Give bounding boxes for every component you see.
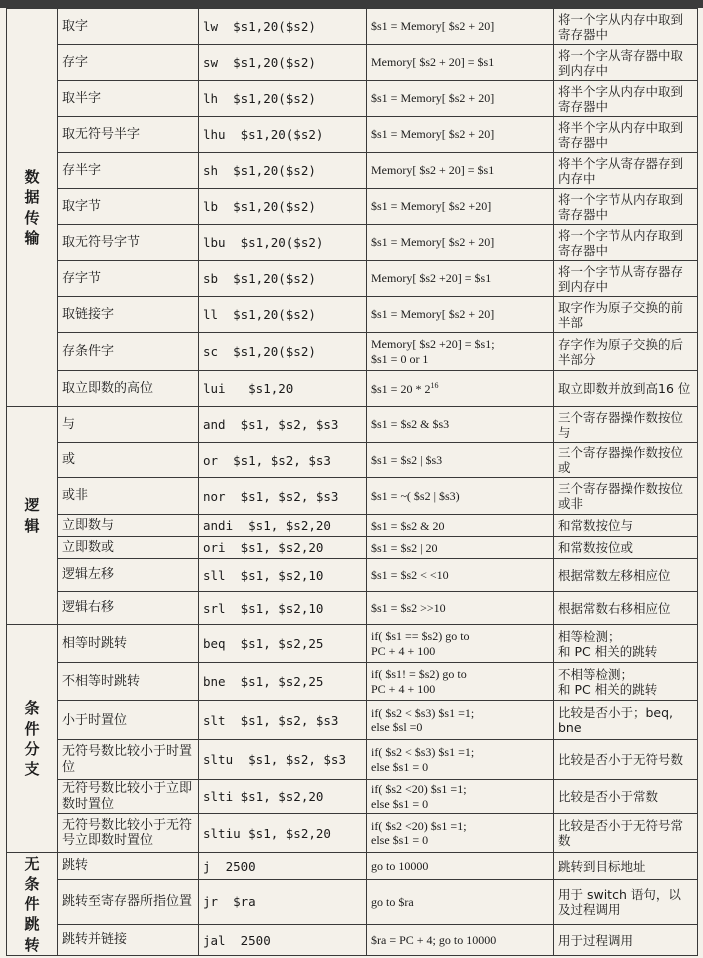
meaning-text: Memory[ $s2 +20] = $s1 bbox=[371, 271, 492, 286]
category-cell bbox=[7, 407, 58, 625]
category-label: 无条件跳转 bbox=[24, 854, 40, 954]
note-text: 根据常数左移相应位 bbox=[558, 567, 671, 583]
instruction-meaning bbox=[367, 297, 554, 333]
instruction-note bbox=[554, 663, 698, 701]
meaning-line bbox=[371, 127, 549, 141]
table-row bbox=[7, 333, 698, 371]
table-row bbox=[7, 780, 698, 814]
meaning-text: $s1 = ~( $s2 | $s3) bbox=[371, 489, 460, 504]
meaning-line bbox=[371, 235, 549, 249]
category-cell bbox=[7, 9, 58, 407]
instruction-note bbox=[554, 261, 698, 297]
meaning-line bbox=[371, 352, 549, 366]
instruction-note bbox=[554, 225, 698, 261]
instruction-note bbox=[554, 153, 698, 189]
instruction-meaning bbox=[367, 625, 554, 663]
meaning-line bbox=[371, 199, 549, 213]
instruction-note bbox=[554, 559, 698, 592]
instruction-example: slt $s1, $s2, $s3 bbox=[199, 701, 367, 740]
note-text: 用于过程调用 bbox=[558, 932, 634, 948]
note-text: 相等检测； 和 PC 相关的跳转 bbox=[558, 628, 658, 659]
meaning-line bbox=[371, 706, 549, 720]
instruction-meaning bbox=[367, 9, 554, 45]
instruction-name: 取半字 bbox=[58, 81, 199, 117]
instruction-note bbox=[554, 371, 698, 407]
note-text: 取字作为原子交换的前半部 bbox=[558, 299, 684, 330]
note-text: 将一个字从内存中取到寄存器中 bbox=[558, 11, 684, 42]
instruction-example: lb $s1,20($s2) bbox=[199, 189, 367, 225]
instruction-meaning bbox=[367, 333, 554, 371]
meaning-line bbox=[371, 629, 549, 643]
instruction-name: 相等时跳转 bbox=[58, 625, 199, 663]
instruction-example: nor $s1, $s2, $s3 bbox=[199, 478, 367, 515]
table-row bbox=[7, 297, 698, 333]
instruction-meaning bbox=[367, 879, 554, 925]
meaning-line bbox=[371, 667, 549, 681]
instruction-meaning bbox=[367, 478, 554, 515]
instruction-note bbox=[554, 45, 698, 81]
meaning-line bbox=[371, 782, 549, 796]
meaning-line bbox=[371, 417, 549, 431]
note-text: 将半个字从内存中取到寄存器中 bbox=[558, 83, 684, 114]
table-row bbox=[7, 625, 698, 663]
meaning-text: $s1 = 0 or 1 bbox=[371, 351, 429, 366]
instruction-meaning bbox=[367, 853, 554, 879]
meaning-text: $ra = PC + 4; go to 10000 bbox=[371, 932, 497, 947]
note-text: 三个寄存器操作数按位或 bbox=[558, 445, 684, 476]
instruction-note bbox=[554, 81, 698, 117]
mips-instruction-table bbox=[6, 8, 698, 956]
instruction-example: ori $s1, $s2,20 bbox=[199, 537, 367, 559]
meaning-line bbox=[371, 568, 549, 582]
note-text: 跳转到目标地址 bbox=[558, 858, 646, 874]
table-row bbox=[7, 407, 698, 443]
note-text: 比较是否小于常数 bbox=[558, 789, 659, 805]
instruction-meaning bbox=[367, 443, 554, 478]
meaning-text: if( $s1 == $s2) go to bbox=[371, 629, 470, 644]
table-row bbox=[7, 559, 698, 592]
category-cell bbox=[7, 853, 58, 956]
instruction-example: and $s1, $s2, $s3 bbox=[199, 407, 367, 443]
meaning-text: else $sl =0 bbox=[371, 720, 423, 735]
meaning-text: $s1 = Memory[ $s2 + 20] bbox=[371, 91, 495, 106]
meaning-text: go to 10000 bbox=[371, 858, 429, 873]
instruction-example: lui $s1,20 bbox=[199, 371, 367, 407]
table-row bbox=[7, 443, 698, 478]
instruction-example: beq $s1, $s2,25 bbox=[199, 625, 367, 663]
instruction-example: andi $s1, $s2,20 bbox=[199, 515, 367, 537]
note-text: 存字作为原子交换的后半部分 bbox=[558, 336, 684, 367]
instruction-name: 取链接字 bbox=[58, 297, 199, 333]
instruction-name: 立即数或 bbox=[58, 537, 199, 559]
meaning-line bbox=[371, 745, 549, 759]
table-row bbox=[7, 261, 698, 297]
instruction-example: jr $ra bbox=[199, 879, 367, 925]
meaning-line bbox=[371, 797, 549, 811]
meaning-text: Memory[ $s2 + 20] = $s1 bbox=[371, 163, 495, 178]
instruction-example: j 2500 bbox=[199, 853, 367, 879]
instruction-example: sw $s1,20($s2) bbox=[199, 45, 367, 81]
instruction-name: 跳转并链接 bbox=[58, 925, 199, 956]
meaning-text: if( $s2 <20) $s1 =1; bbox=[371, 818, 467, 833]
instruction-note bbox=[554, 925, 698, 956]
instruction-meaning bbox=[367, 117, 554, 153]
meaning-text: if( $s2 < $s3) $s1 =1; bbox=[371, 705, 475, 720]
instruction-example: sc $s1,20($s2) bbox=[199, 333, 367, 371]
header-band bbox=[0, 0, 703, 8]
table-row bbox=[7, 117, 698, 153]
instruction-name: 与 bbox=[58, 407, 199, 443]
table-row bbox=[7, 537, 698, 559]
meaning-line bbox=[371, 833, 549, 847]
meaning-text: $s1 = Memory[ $s2 + 20] bbox=[371, 235, 495, 250]
meaning-text: $s1 = Memory[ $s2 + 20] bbox=[371, 127, 495, 142]
instruction-name: 取无符号半字 bbox=[58, 117, 199, 153]
note-text: 将一个字节从寄存器存到内存中 bbox=[558, 263, 684, 294]
meaning-line bbox=[371, 819, 549, 833]
table-row bbox=[7, 478, 698, 515]
table-row bbox=[7, 371, 698, 407]
instruction-meaning bbox=[367, 592, 554, 625]
note-text: 将一个字节从内存取到寄存器中 bbox=[558, 191, 684, 222]
instruction-note bbox=[554, 701, 698, 740]
meaning-line bbox=[371, 19, 549, 33]
instruction-name: 取字节 bbox=[58, 189, 199, 225]
meaning-text: go to $ra bbox=[371, 894, 414, 909]
meaning-line bbox=[371, 271, 549, 285]
meaning-text: PC + 4 + 100 bbox=[371, 681, 436, 696]
table-row bbox=[7, 9, 698, 45]
meaning-text: $s1 = Memory[ $s2 + 20] bbox=[371, 307, 495, 322]
instruction-example: sltiu $s1, $s2,20 bbox=[199, 814, 367, 853]
note-text: 将半个字从寄存器存到内存中 bbox=[558, 155, 684, 186]
note-text: 和常数按位与 bbox=[558, 518, 634, 534]
meaning-line bbox=[371, 682, 549, 696]
instruction-meaning bbox=[367, 537, 554, 559]
instruction-example: sll $s1, $s2,10 bbox=[199, 559, 367, 592]
meaning-line bbox=[371, 91, 549, 105]
instruction-note bbox=[554, 333, 698, 371]
instruction-note bbox=[554, 537, 698, 559]
instruction-meaning bbox=[367, 225, 554, 261]
note-text: 将半个字从内存中取到寄存器中 bbox=[558, 119, 684, 150]
instruction-example: lbu $s1,20($s2) bbox=[199, 225, 367, 261]
instruction-note bbox=[554, 297, 698, 333]
instruction-meaning bbox=[367, 261, 554, 297]
category-label: 数据传输 bbox=[24, 168, 40, 247]
note-text: 将一个字从寄存器中取到内存中 bbox=[558, 47, 684, 78]
table-body bbox=[7, 9, 698, 956]
note-text: 根据常数右移相应位 bbox=[558, 600, 671, 616]
instruction-name: 无符号数比较小于立即数时置位 bbox=[58, 780, 199, 814]
meaning-text: $s1 = $s2 >>10 bbox=[371, 601, 446, 616]
meaning-text: $s1 = $s2 | $s3 bbox=[371, 453, 443, 467]
instruction-meaning bbox=[367, 780, 554, 814]
instruction-meaning bbox=[367, 740, 554, 780]
instruction-example: slti $s1, $s2,20 bbox=[199, 780, 367, 814]
instruction-example: jal 2500 bbox=[199, 925, 367, 956]
instruction-name: 逻辑左移 bbox=[58, 559, 199, 592]
meaning-text: Memory[ $s2 + 20] = $s1 bbox=[371, 55, 495, 70]
meaning-text: $s1 = $s2 & 20 bbox=[371, 518, 445, 533]
table-row bbox=[7, 663, 698, 701]
instruction-name: 或非 bbox=[58, 478, 199, 515]
instruction-example: ll $s1,20($s2) bbox=[199, 297, 367, 333]
meaning-superscript: 16 bbox=[430, 380, 439, 390]
instruction-name: 逻辑右移 bbox=[58, 592, 199, 625]
table-row bbox=[7, 189, 698, 225]
category-label: 逻辑 bbox=[24, 496, 40, 535]
instruction-example: lh $s1,20($s2) bbox=[199, 81, 367, 117]
meaning-text: $s1 = Memory[ $s2 +20] bbox=[371, 199, 492, 214]
instruction-example: sh $s1,20($s2) bbox=[199, 153, 367, 189]
instruction-meaning bbox=[367, 189, 554, 225]
instruction-example: bne $s1, $s2,25 bbox=[199, 663, 367, 701]
meaning-text: PC + 4 + 100 bbox=[371, 643, 436, 658]
instruction-name: 立即数与 bbox=[58, 515, 199, 537]
meaning-text: else $s1 = 0 bbox=[371, 833, 429, 848]
note-text: 将一个字节从内存取到寄存器中 bbox=[558, 227, 684, 258]
instruction-name: 取立即数的高位 bbox=[58, 371, 199, 407]
instruction-meaning bbox=[367, 515, 554, 537]
instruction-example: lhu $s1,20($s2) bbox=[199, 117, 367, 153]
table-row bbox=[7, 515, 698, 537]
instruction-example: sb $s1,20($s2) bbox=[199, 261, 367, 297]
table-row bbox=[7, 814, 698, 853]
instruction-meaning bbox=[367, 371, 554, 407]
instruction-name: 无符号数比较小于时置位 bbox=[58, 740, 199, 780]
note-text: 三个寄存器操作数按位或非 bbox=[558, 481, 684, 512]
instruction-example: lw $s1,20($s2) bbox=[199, 9, 367, 45]
meaning-line bbox=[371, 933, 549, 947]
instruction-name: 存字节 bbox=[58, 261, 199, 297]
instruction-name: 不相等时跳转 bbox=[58, 663, 199, 701]
instruction-note bbox=[554, 9, 698, 45]
note-text: 比较是否小于无符号常数 bbox=[558, 818, 684, 849]
instruction-note bbox=[554, 478, 698, 515]
meaning-line bbox=[371, 541, 549, 555]
instruction-name: 跳转至寄存器所指位置 bbox=[58, 879, 199, 925]
instruction-meaning bbox=[367, 701, 554, 740]
instruction-name: 存半字 bbox=[58, 153, 199, 189]
meaning-line bbox=[371, 895, 549, 909]
instruction-name: 或 bbox=[58, 443, 199, 478]
instruction-note bbox=[554, 740, 698, 780]
meaning-text: $s1 = 20 * 2 bbox=[371, 381, 431, 396]
instruction-meaning bbox=[367, 925, 554, 956]
meaning-line bbox=[371, 55, 549, 69]
meaning-line bbox=[371, 489, 549, 503]
instruction-name: 小于时置位 bbox=[58, 701, 199, 740]
meaning-line bbox=[371, 453, 549, 467]
meaning-text: Memory[ $s2 +20] = $s1; bbox=[371, 337, 495, 352]
meaning-line bbox=[371, 163, 549, 177]
instruction-meaning bbox=[367, 45, 554, 81]
table-row bbox=[7, 925, 698, 956]
meaning-text: if( $s1! = $s2) go to bbox=[371, 667, 467, 682]
instruction-example: sltu $s1, $s2, $s3 bbox=[199, 740, 367, 780]
meaning-line bbox=[371, 307, 549, 321]
instruction-name: 无符号数比较小于无符号立即数时置位 bbox=[58, 814, 199, 853]
table-row bbox=[7, 701, 698, 740]
table-row bbox=[7, 879, 698, 925]
note-text: 用于 switch 语句，以及过程调用 bbox=[558, 886, 681, 917]
meaning-line bbox=[371, 859, 549, 873]
instruction-meaning bbox=[367, 81, 554, 117]
instruction-meaning bbox=[367, 407, 554, 443]
table-row bbox=[7, 45, 698, 81]
instruction-meaning bbox=[367, 663, 554, 701]
instruction-example: srl $s1, $s2,10 bbox=[199, 592, 367, 625]
meaning-text: else $s1 = 0 bbox=[371, 796, 429, 811]
instruction-name: 取无符号字节 bbox=[58, 225, 199, 261]
note-text: 比较是否小于无符号数 bbox=[558, 752, 684, 768]
category-label: 条件分支 bbox=[24, 699, 40, 779]
meaning-line bbox=[371, 337, 549, 351]
meaning-line bbox=[371, 381, 549, 396]
table-row bbox=[7, 740, 698, 780]
meaning-text: else $s1 = 0 bbox=[371, 759, 429, 774]
instruction-name: 取字 bbox=[58, 9, 199, 45]
instruction-note bbox=[554, 117, 698, 153]
instruction-note bbox=[554, 592, 698, 625]
instruction-note bbox=[554, 443, 698, 478]
instruction-name: 跳转 bbox=[58, 853, 199, 879]
note-text: 三个寄存器操作数按位与 bbox=[558, 409, 684, 440]
instruction-note bbox=[554, 189, 698, 225]
table-row bbox=[7, 153, 698, 189]
instruction-note bbox=[554, 515, 698, 537]
instruction-note bbox=[554, 780, 698, 814]
table-row bbox=[7, 81, 698, 117]
table-row bbox=[7, 592, 698, 625]
meaning-text: $s1 = $s2 | 20 bbox=[371, 540, 438, 555]
instruction-meaning bbox=[367, 814, 554, 853]
meaning-text: if( $s2 <20) $s1 =1; bbox=[371, 782, 467, 797]
instruction-note bbox=[554, 814, 698, 853]
note-text: 和常数按位或 bbox=[558, 540, 634, 556]
note-text: 不相等检测； 和 PC 相关的跳转 bbox=[558, 666, 658, 697]
instruction-name: 存条件字 bbox=[58, 333, 199, 371]
instruction-note bbox=[554, 879, 698, 925]
instruction-example: or $s1, $s2, $s3 bbox=[199, 443, 367, 478]
meaning-line bbox=[371, 760, 549, 774]
instruction-meaning bbox=[367, 559, 554, 592]
meaning-text: $s1 = Memory[ $s2 + 20] bbox=[371, 19, 495, 34]
table-row bbox=[7, 853, 698, 879]
instruction-note bbox=[554, 853, 698, 879]
meaning-text: if( $s2 < $s3) $s1 =1; bbox=[371, 745, 475, 760]
note-text: 取立即数并放到高16 位 bbox=[558, 381, 691, 397]
meaning-line bbox=[371, 644, 549, 658]
instruction-note bbox=[554, 407, 698, 443]
instruction-meaning bbox=[367, 153, 554, 189]
note-text: 比较是否小于；beq, bne bbox=[558, 705, 674, 736]
meaning-line bbox=[371, 519, 549, 533]
table-row bbox=[7, 225, 698, 261]
meaning-text: $s1 = $s2 & $s3 bbox=[371, 417, 450, 432]
meaning-text: $s1 = $s2 < <10 bbox=[371, 568, 449, 583]
instruction-name: 存字 bbox=[58, 45, 199, 81]
category-cell bbox=[7, 625, 58, 853]
instruction-note bbox=[554, 625, 698, 663]
meaning-line bbox=[371, 601, 549, 615]
meaning-line bbox=[371, 720, 549, 734]
